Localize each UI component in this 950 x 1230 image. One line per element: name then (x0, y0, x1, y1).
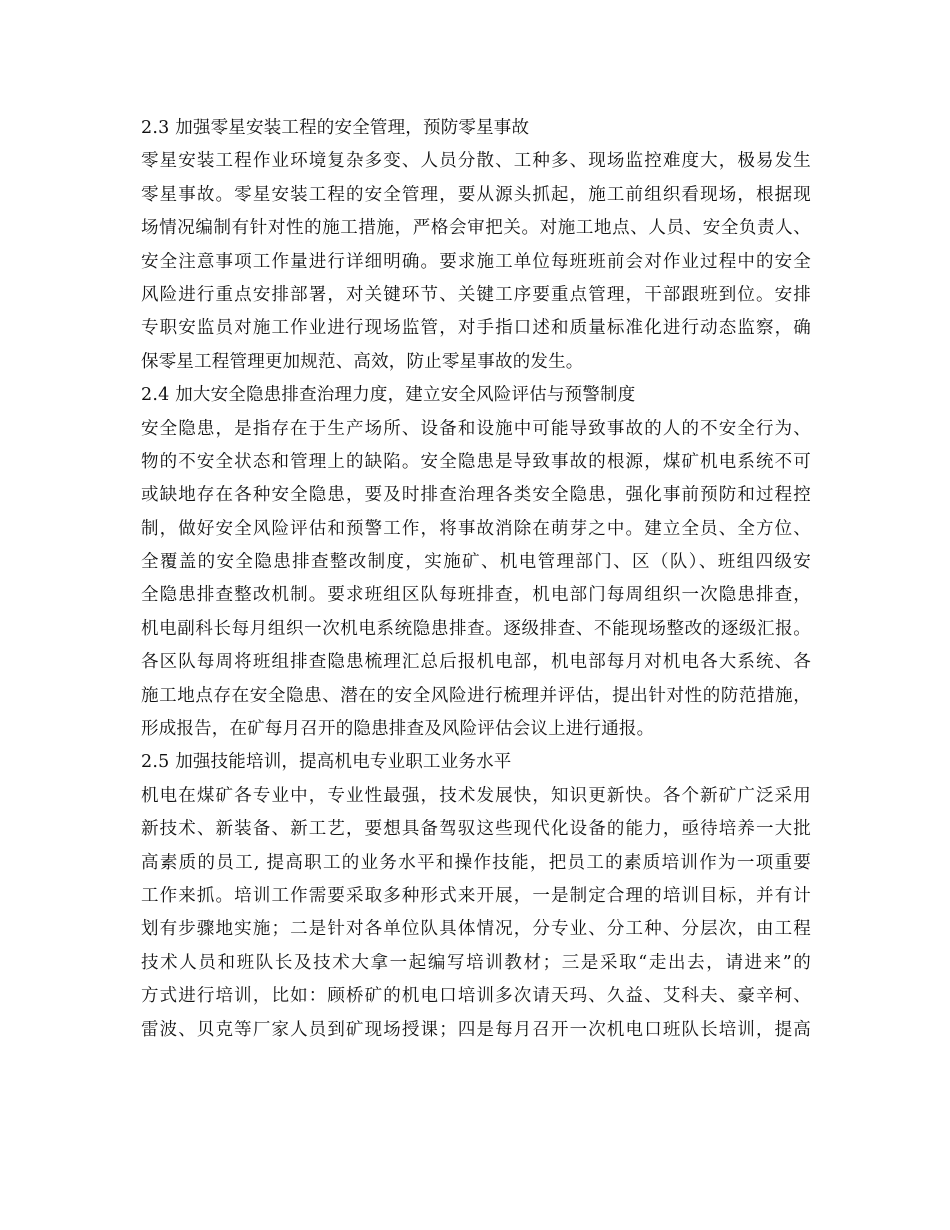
section-heading: 2.3 加强零星安装工程的安全管理，预防零星事故 (141, 118, 530, 138)
paragraph-line: 形成报告，在矿每月召开的隐患排查及风险评估会议上进行通报。 (141, 719, 655, 740)
paragraph-line: 零星事故。零星安装工程的安全管理，要从源头抓起，施工前组织看现场，根据现 (141, 184, 811, 205)
paragraph-line: 全隐患排查整改机制。要求班组区队每班排查，机电部门每周组织一次隐患排查， (141, 585, 811, 606)
paragraph-line: 物的不安全状态和管理上的缺陷。安全隐患是导致事故的根源，煤矿机电系统不可 (141, 451, 811, 472)
paragraph-line: 划有步骤地实施；二是针对各单位队具体情况，分专业、分工种、分层次，由工程 (141, 919, 811, 940)
paragraph-line: 雷波、贝克等厂家人员到矿现场授课；四是每月召开一次机电口班队长培训，提高 (141, 1019, 811, 1040)
paragraph-line: 安全注意事项工作量进行详细明确。要求施工单位每班班前会对作业过程中的安全 (141, 251, 811, 272)
paragraph-line: 专职安监员对施工作业进行现场监管，对手指口述和质量标准化进行动态监察，确 (141, 318, 811, 339)
document-body (141, 112, 811, 1047)
paragraph-line: 或缺地存在各种安全隐患，要及时排查治理各类安全隐患，强化事前预防和过程控 (141, 485, 811, 506)
paragraph-line: 方式进行培训，比如：顾桥矿的机电口培训多次请天玛、久益、艾科夫、豪辛柯、 (141, 986, 811, 1007)
paragraph-line: 新技术、新装备、新工艺，要想具备驾驭这些现代化设备的能力，亟待培养一大批 (141, 819, 811, 840)
paragraph-line: 各区队每周将班组排查隐患梳理汇总后报机电部，机电部每月对机电各大系统、各 (141, 652, 811, 673)
paragraph-line: 制，做好安全风险评估和预警工作，将事故消除在萌芽之中。建立全员、全方位、 (141, 518, 811, 539)
paragraph-line: 技术人员和班队长及技术大拿一起编写培训教材；三是采取“走出去，请进来”的 (141, 952, 811, 973)
paragraph-line: 全覆盖的安全隐患排查整改制度，实施矿、机电管理部门、区（队）、班组四级安 (141, 552, 811, 573)
paragraph-line: 保零星工程管理更加规范、高效，防止零星事故的发生。 (141, 351, 584, 372)
section-heading: 2.4 加大安全隐患排查治理力度，建立安全风险评估与预警制度 (141, 385, 636, 406)
paragraph-line: 机电在煤矿各专业中，专业性最强，技术发展快，知识更新快。各个新矿广泛采用 (141, 785, 811, 806)
paragraph-line: 零星安装工程作业环境复杂多变、人员分散、工种多、现场监控难度大，极易发生 (141, 151, 811, 172)
section-heading: 2.5 加强技能培训，提高机电专业职工业务水平 (141, 752, 512, 773)
paragraph-line: 工作来抓。培训工作需要采取多种形式来开展，一是制定合理的培训目标，并有计 (141, 885, 811, 906)
paragraph-line: 高素质的员工, 提高职工的业务水平和操作技能，把员工的素质培训作为一项重要 (141, 852, 811, 873)
paragraph-line: 机电副科长每月组织一次机电系统隐患排查。逐级排查、不能现场整改的逐级汇报。 (141, 618, 811, 639)
paragraph-line: 安全隐患，是指存在于生产场所、设备和设施中可能导致事故的人的不安全行为、 (141, 418, 811, 439)
paragraph-line: 施工地点存在安全隐患、潜在的安全风险进行梳理并评估，提出针对性的防范措施， (141, 685, 811, 706)
paragraph-line: 场情况编制有针对性的施工措施，严格会审把关。对施工地点、人员、安全负责人、 (141, 218, 811, 239)
paragraph-line: 风险进行重点安排部署，对关键环节、关键工序要重点管理，干部跟班到位。安排 (141, 284, 811, 305)
